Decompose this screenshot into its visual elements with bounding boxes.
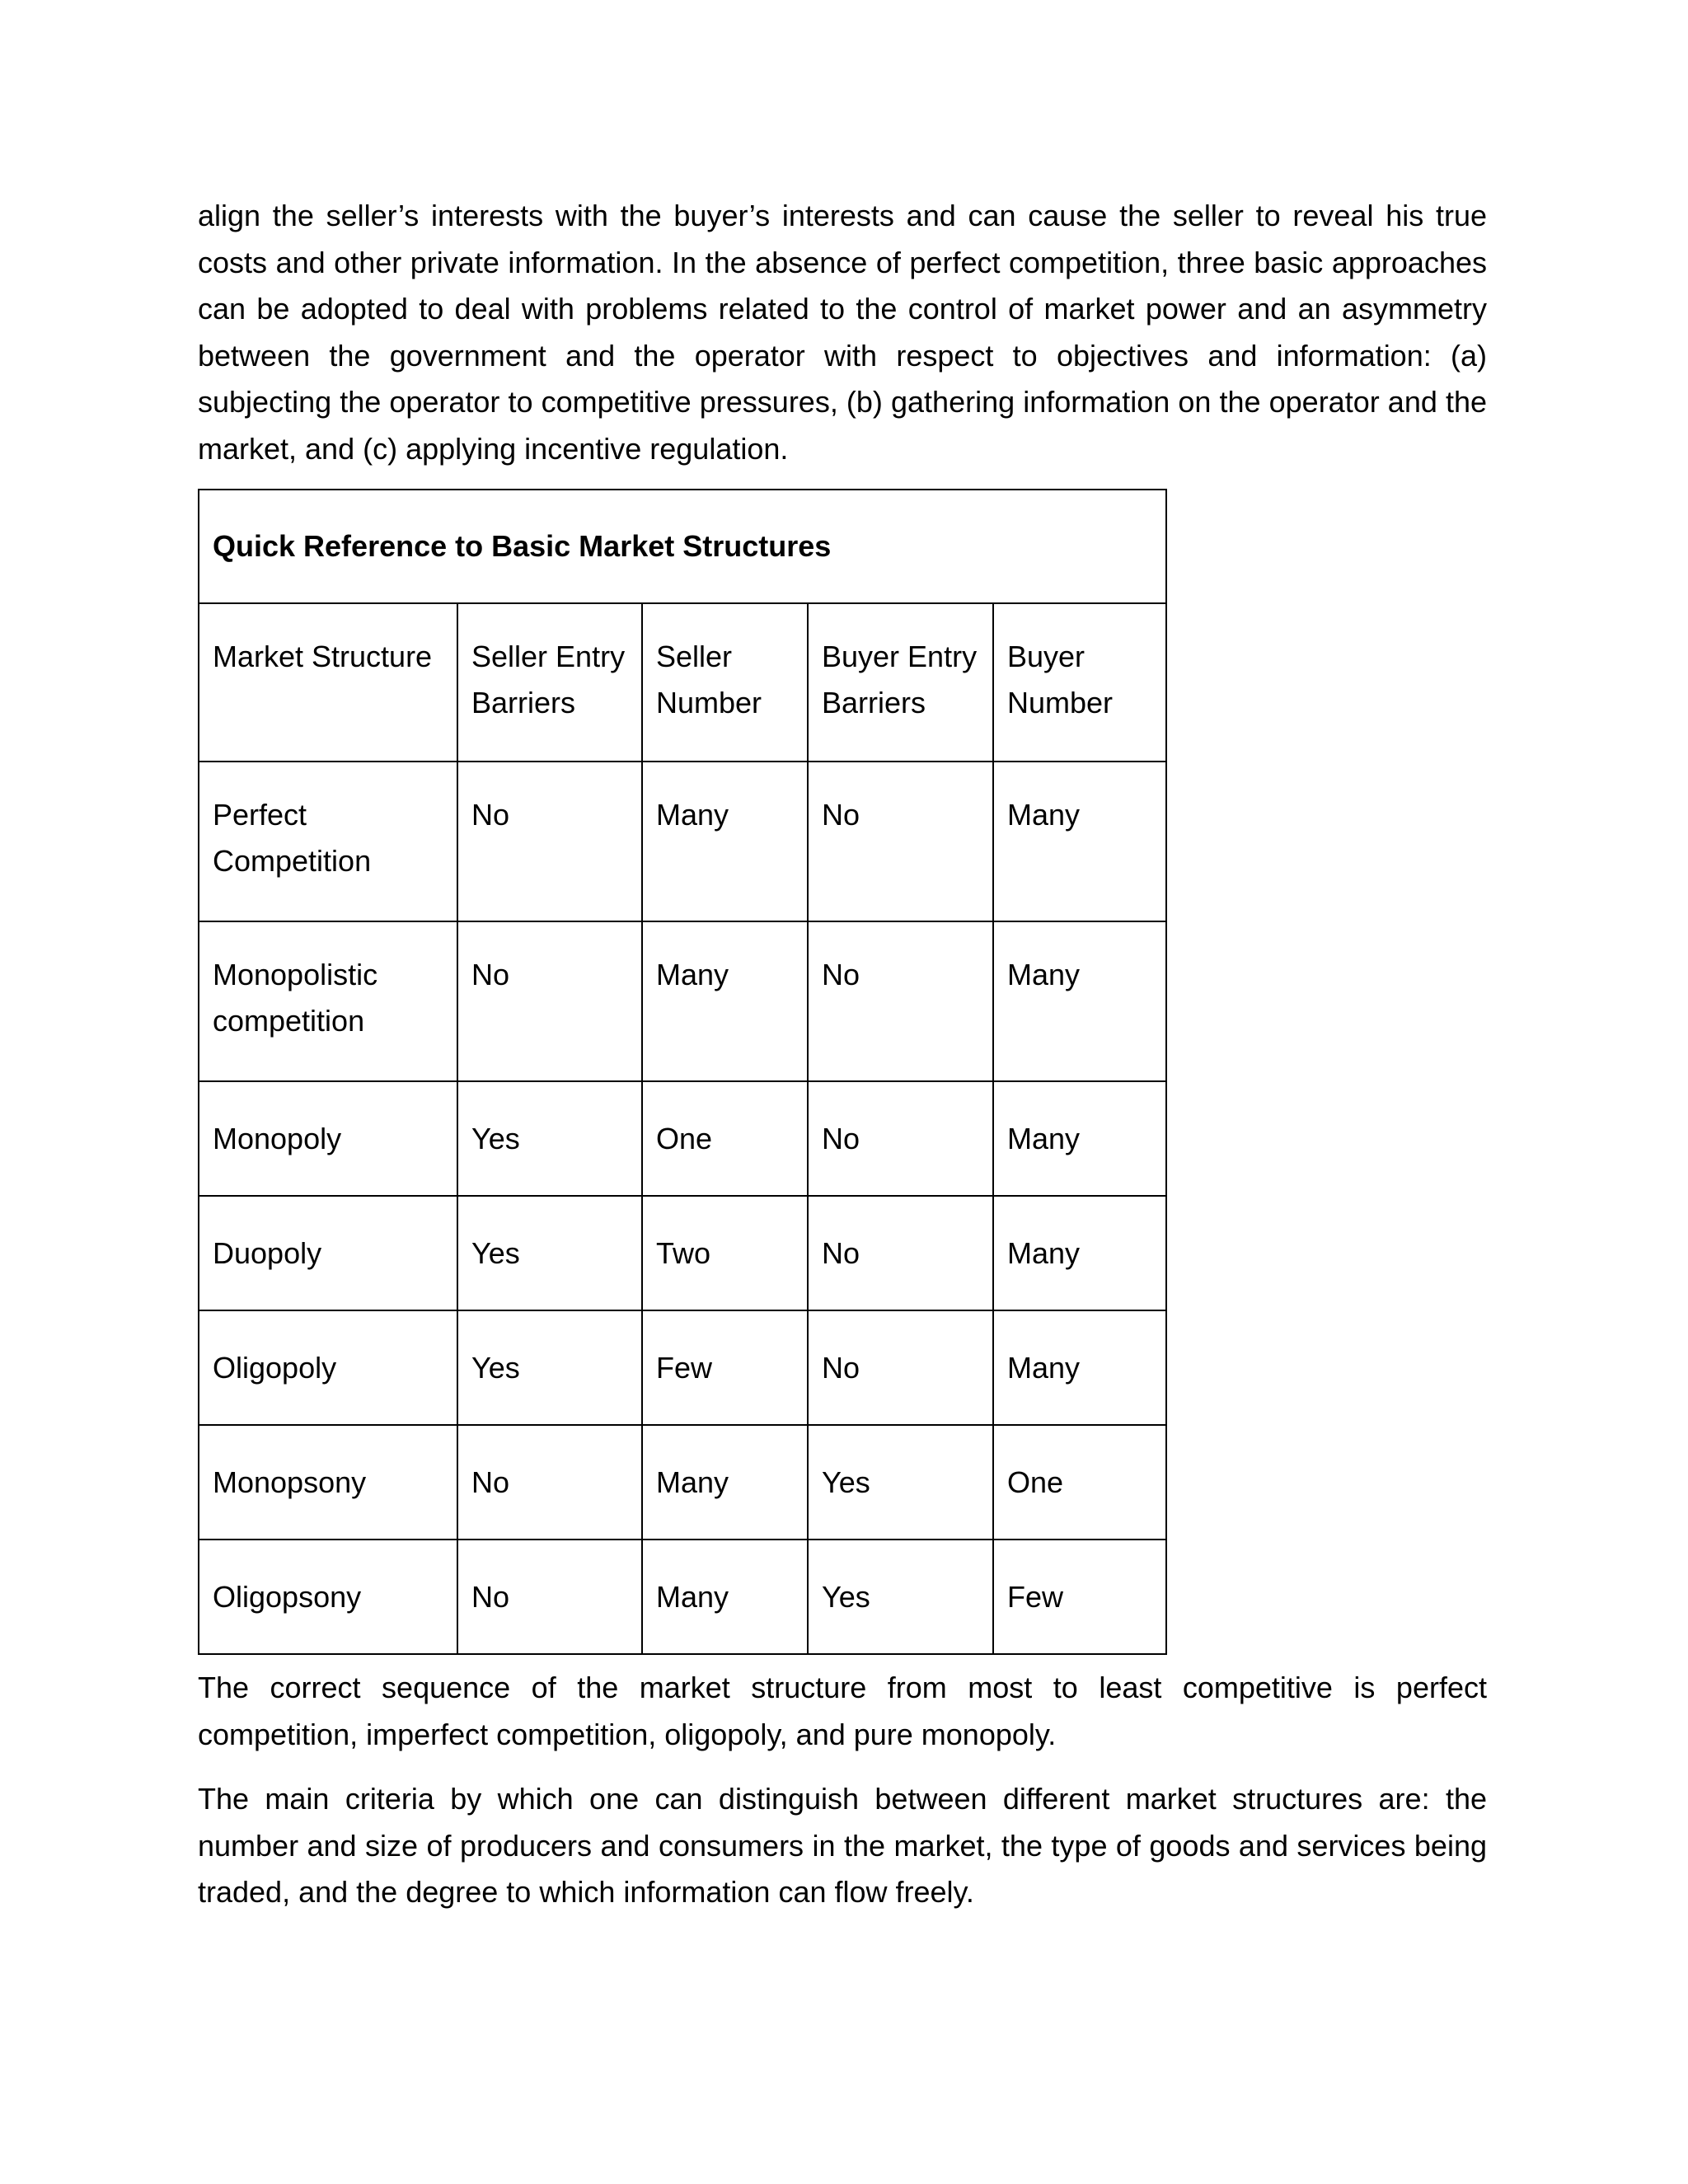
column-header-seller-entry-barriers: Seller Entry Barriers — [457, 603, 642, 762]
table-cell: Yes — [808, 1540, 993, 1654]
table-cell: No — [457, 921, 642, 1081]
table-cell: Yes — [808, 1425, 993, 1540]
column-header-market-structure: Market Structure — [199, 603, 457, 762]
table-cell: Yes — [457, 1196, 642, 1310]
table-cell: Oligopsony — [199, 1540, 457, 1654]
table-cell: One — [993, 1425, 1166, 1540]
column-header-seller-number: Seller Number — [642, 603, 808, 762]
sequence-paragraph: The correct sequence of the market structure from most to least competitive is perfect competition, imperfect competition, oligopoly, and pure monopoly. — [198, 1671, 1487, 1751]
table-cell: No — [457, 762, 642, 921]
table-row — [199, 1310, 1166, 1425]
table-cell: No — [808, 1081, 993, 1196]
column-header-buyer-entry-barriers: Buyer Entry Barriers — [808, 603, 993, 762]
table-cell: No — [808, 1196, 993, 1310]
table-row — [199, 1196, 1166, 1310]
table-title-row — [199, 490, 1166, 603]
intro-paragraph: align the seller’s interests with the buyer’s interests and can cause the seller to reveal his true costs and other private information. In the absence of perfect competition, three basic approaches can be adopted to deal with problems related to the control of market power and an asymmetry between the government and the operator with respect to objectives and information: (a) subjecting the operator to competitive pressures, (b) gathering information on the operator and the market, and (c) applying incentive regulation. — [198, 199, 1487, 466]
table-cell: No — [808, 921, 993, 1081]
table-cell: Yes — [457, 1310, 642, 1425]
table-row — [199, 762, 1166, 921]
table-cell: Many — [993, 1196, 1166, 1310]
table-cell: No — [808, 762, 993, 921]
market-structures-table — [198, 489, 1167, 1655]
column-header-buyer-number: Buyer Number — [993, 603, 1166, 762]
table-cell: No — [457, 1540, 642, 1654]
table-cell: Many — [642, 762, 808, 921]
document-page — [198, 193, 1487, 1916]
table-cell: Many — [642, 1425, 808, 1540]
table-cell: Monopolistic competition — [199, 921, 457, 1081]
table-header-row — [199, 603, 1166, 762]
table-row — [199, 921, 1166, 1081]
table-cell: Few — [993, 1540, 1166, 1654]
table-cell: Many — [993, 762, 1166, 921]
table-cell: Two — [642, 1196, 808, 1310]
table-cell: One — [642, 1081, 808, 1196]
table-cell: Monopoly — [199, 1081, 457, 1196]
table-cell: No — [457, 1425, 642, 1540]
table-cell: No — [808, 1310, 993, 1425]
table-cell: Many — [993, 1310, 1166, 1425]
table-cell: Yes — [457, 1081, 642, 1196]
table-cell: Many — [993, 921, 1166, 1081]
table-row — [199, 1081, 1166, 1196]
table-cell: Perfect Competition — [199, 762, 457, 921]
table-cell: Duopoly — [199, 1196, 457, 1310]
table-cell: Oligopoly — [199, 1310, 457, 1425]
criteria-paragraph: The main criteria by which one can distinguish between different market structures are: the number and size of producers and consumers in the market, the type of goods and services being traded, and the degree to which information can flow freely. — [198, 1782, 1487, 1909]
table-cell: Many — [993, 1081, 1166, 1196]
table-cell: Many — [642, 1540, 808, 1654]
table-row — [199, 1425, 1166, 1540]
table-title: Quick Reference to Basic Market Structures — [199, 490, 1166, 603]
table-cell: Few — [642, 1310, 808, 1425]
table-cell: Monopsony — [199, 1425, 457, 1540]
table-cell: Many — [642, 921, 808, 1081]
table-row — [199, 1540, 1166, 1654]
